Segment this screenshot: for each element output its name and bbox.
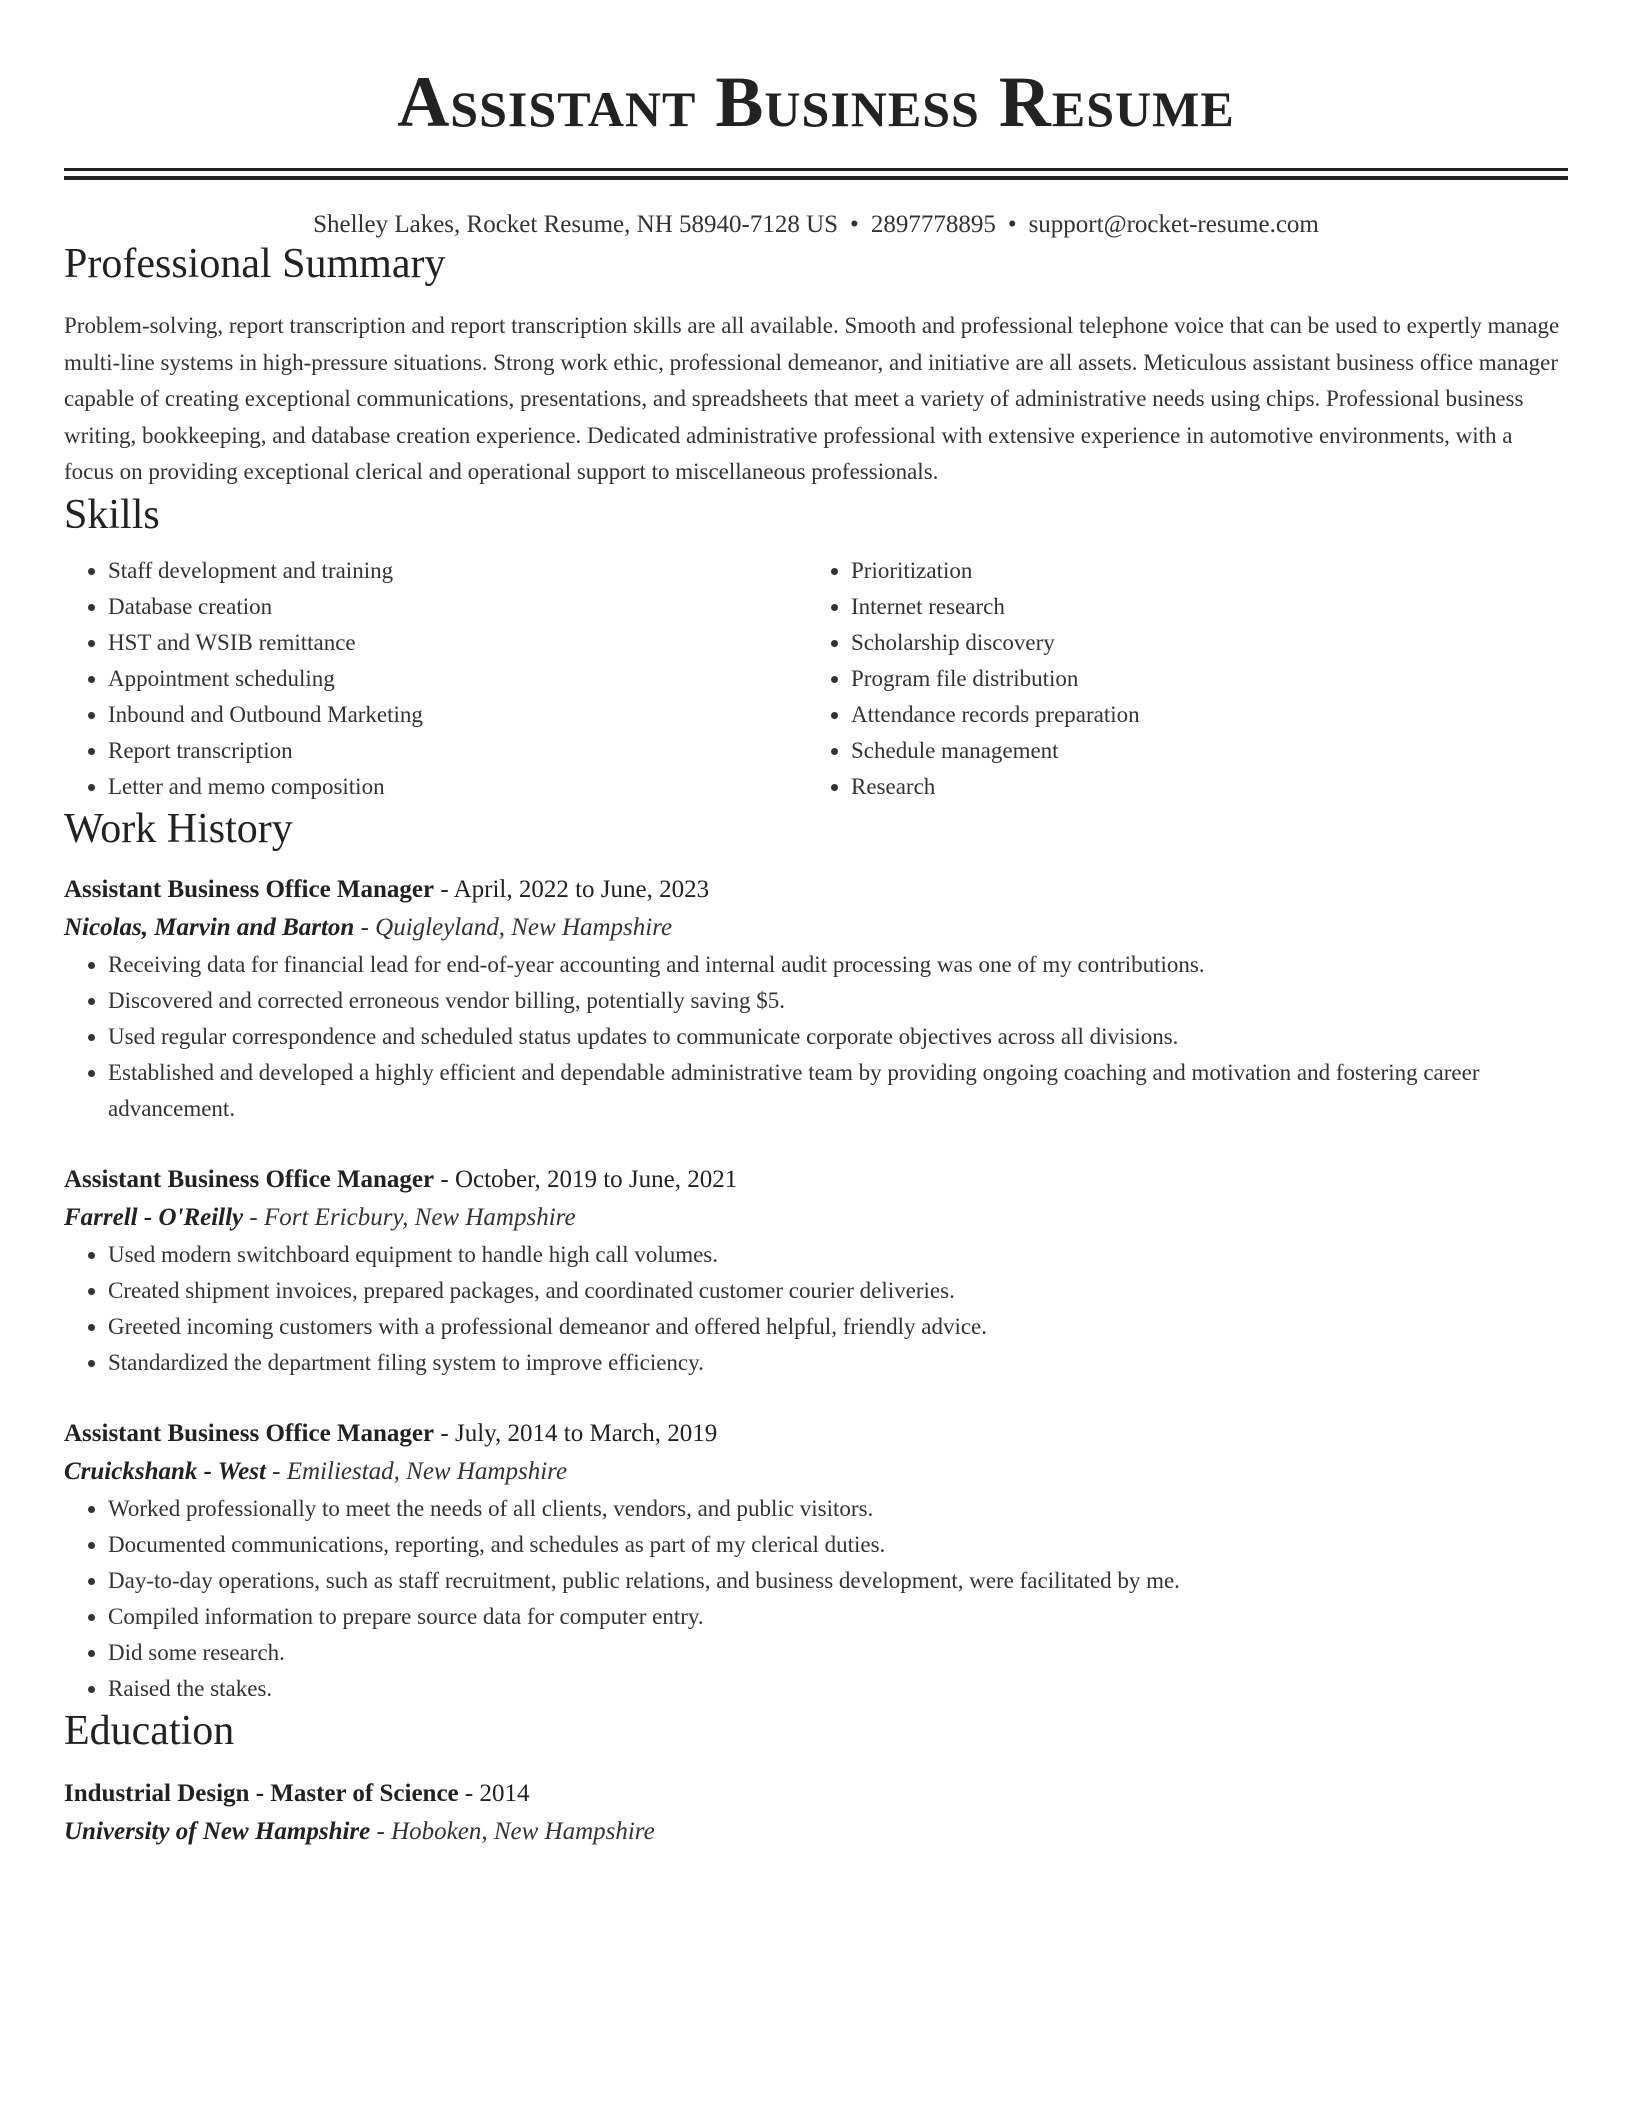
job-dates: - October, 2019 to June, 2021	[434, 1165, 738, 1193]
skill-item: • Report transcription	[108, 733, 807, 769]
skill-item: • Program file distribution	[851, 661, 1550, 697]
contact-separator: •	[1007, 211, 1017, 238]
job-header	[64, 1415, 1568, 1453]
work-history-heading: Work History	[64, 805, 293, 852]
job-duty: • Raised the stakes.	[108, 1671, 1568, 1707]
skill-item: • Research	[851, 769, 1550, 805]
skill-item: • Database creation	[108, 589, 807, 625]
job-duties-list	[64, 1237, 1568, 1381]
contact-line	[64, 210, 1568, 240]
job-duty: • Used modern switchboard equipment to handle high call volumes.	[108, 1237, 1568, 1273]
contact-separator: •	[850, 211, 859, 238]
job-header	[64, 1161, 1568, 1199]
job-company: Nicolas, Marvin and Barton	[64, 913, 355, 941]
education-location: - Hoboken, New Hampshire	[370, 1817, 655, 1845]
skill-item: • Attendance records preparation	[851, 697, 1550, 733]
skill-item: • Internet research	[851, 589, 1550, 625]
skill-item: • Letter and memo composition	[108, 769, 807, 805]
education-degree-line	[64, 1775, 1568, 1813]
job-duty: • Used regular correspondence and scheduled status updates to communicate corporate objectives across all divisions.	[108, 1019, 1568, 1055]
job-dates: - April, 2022 to June, 2023	[434, 875, 710, 903]
job-duty: • Greeted incoming customers with a professional demeanor and offered helpful, friendly advice.	[108, 1309, 1568, 1345]
contact-address: Shelley Lakes, Rocket Resume, NH 58940-7128 US	[313, 211, 839, 238]
job-location: - Quigleyland, New Hampshire	[354, 913, 673, 941]
job-header	[64, 871, 1568, 909]
job-duty: • Compiled information to prepare source data for computer entry.	[108, 1599, 1568, 1635]
skills-heading: Skills	[64, 491, 160, 538]
skill-item: • Schedule management	[851, 733, 1550, 769]
education-entry	[64, 1775, 1568, 1851]
job-title: Assistant Business Office Manager	[64, 1165, 435, 1193]
job-entry	[64, 1161, 1568, 1381]
summary-text: Problem-solving, report transcription and report transcription skills are all available. Smooth and professional telephone voice that can be used to expertly manage multi-line systems in high-pressure situations. Strong work ethic, professional demeanor, and initiative are all assets. Meticulous assistant business office manager capable of creating exceptional communications, presentations, and spreadsheets that meet a variety of administrative needs using chips. Professional business writing, bookkeeping, and database creation experience. Dedicated administrative professional with extensive experience in automotive environments, with a focus on providing exceptional clerical and operational support to miscellaneous professionals.	[64, 313, 1560, 484]
job-duty: • Standardized the department filing system to improve efficiency.	[108, 1345, 1568, 1381]
job-duties-list	[64, 947, 1568, 1127]
job-company: Cruickshank - West	[64, 1457, 266, 1485]
skill-item: • Scholarship discovery	[851, 625, 1550, 661]
title-double-rule	[64, 168, 1568, 180]
education-school: University of New Hampshire	[64, 1817, 371, 1845]
job-duty: • Receiving data for financial lead for end-of-year accounting and internal audit processing was one of my contributions.	[108, 947, 1568, 983]
job-location: - Fort Ericbury, New Hampshire	[243, 1203, 576, 1231]
job-company: Farrell - O'Reilly	[64, 1203, 244, 1231]
education-school-line	[64, 1813, 1568, 1851]
skill-item: • Prioritization	[851, 553, 1550, 589]
job-dates: - July, 2014 to March, 2019	[434, 1419, 718, 1447]
education-year: - 2014	[458, 1779, 530, 1807]
job-employer	[64, 909, 1568, 947]
resume-title: Assistant Business Resume	[397, 62, 1235, 142]
job-duty: • Documented communications, reporting, and schedules as part of my clerical duties.	[108, 1527, 1568, 1563]
skill-item: • HST and WSIB remittance	[108, 625, 807, 661]
summary-heading: Professional Summary	[64, 241, 446, 287]
skill-item: • Inbound and Outbound Marketing	[108, 697, 807, 733]
job-duty: • Did some research.	[108, 1635, 1568, 1671]
job-title: Assistant Business Office Manager	[64, 1419, 435, 1447]
skills-right-list	[807, 553, 1550, 805]
education-heading: Education	[64, 1707, 235, 1754]
job-duty: • Discovered and corrected erroneous vendor billing, potentially saving $5.	[108, 983, 1568, 1019]
job-duty: • Created shipment invoices, prepared packages, and coordinated customer courier deliveries.	[108, 1273, 1568, 1309]
skill-item: • Staff development and training	[108, 553, 807, 589]
job-entry	[64, 871, 1568, 1127]
job-duties-list	[64, 1491, 1568, 1707]
skills-columns	[64, 553, 1568, 805]
job-title: Assistant Business Office Manager	[64, 875, 435, 903]
job-duty: • Worked professionally to meet the needs of all clients, vendors, and public visitors.	[108, 1491, 1568, 1527]
job-duty: • Day-to-day operations, such as staff recruitment, public relations, and business development, were facilitated by me.	[108, 1563, 1568, 1599]
contact-phone: 2897778895	[870, 211, 996, 238]
job-location: - Emiliestad, New Hampshire	[265, 1457, 568, 1485]
education-degree: Industrial Design - Master of Science	[64, 1779, 459, 1807]
skill-item: • Appointment scheduling	[108, 661, 807, 697]
job-duty: • Established and developed a highly efficient and dependable administrative team by providing ongoing coaching and motivation and fostering career advancement.	[108, 1055, 1568, 1127]
job-employer	[64, 1453, 1568, 1491]
job-entry	[64, 1415, 1568, 1707]
job-employer	[64, 1199, 1568, 1237]
skills-left-list	[64, 553, 807, 805]
contact-email: support@rocket-resume.com	[1028, 211, 1319, 238]
